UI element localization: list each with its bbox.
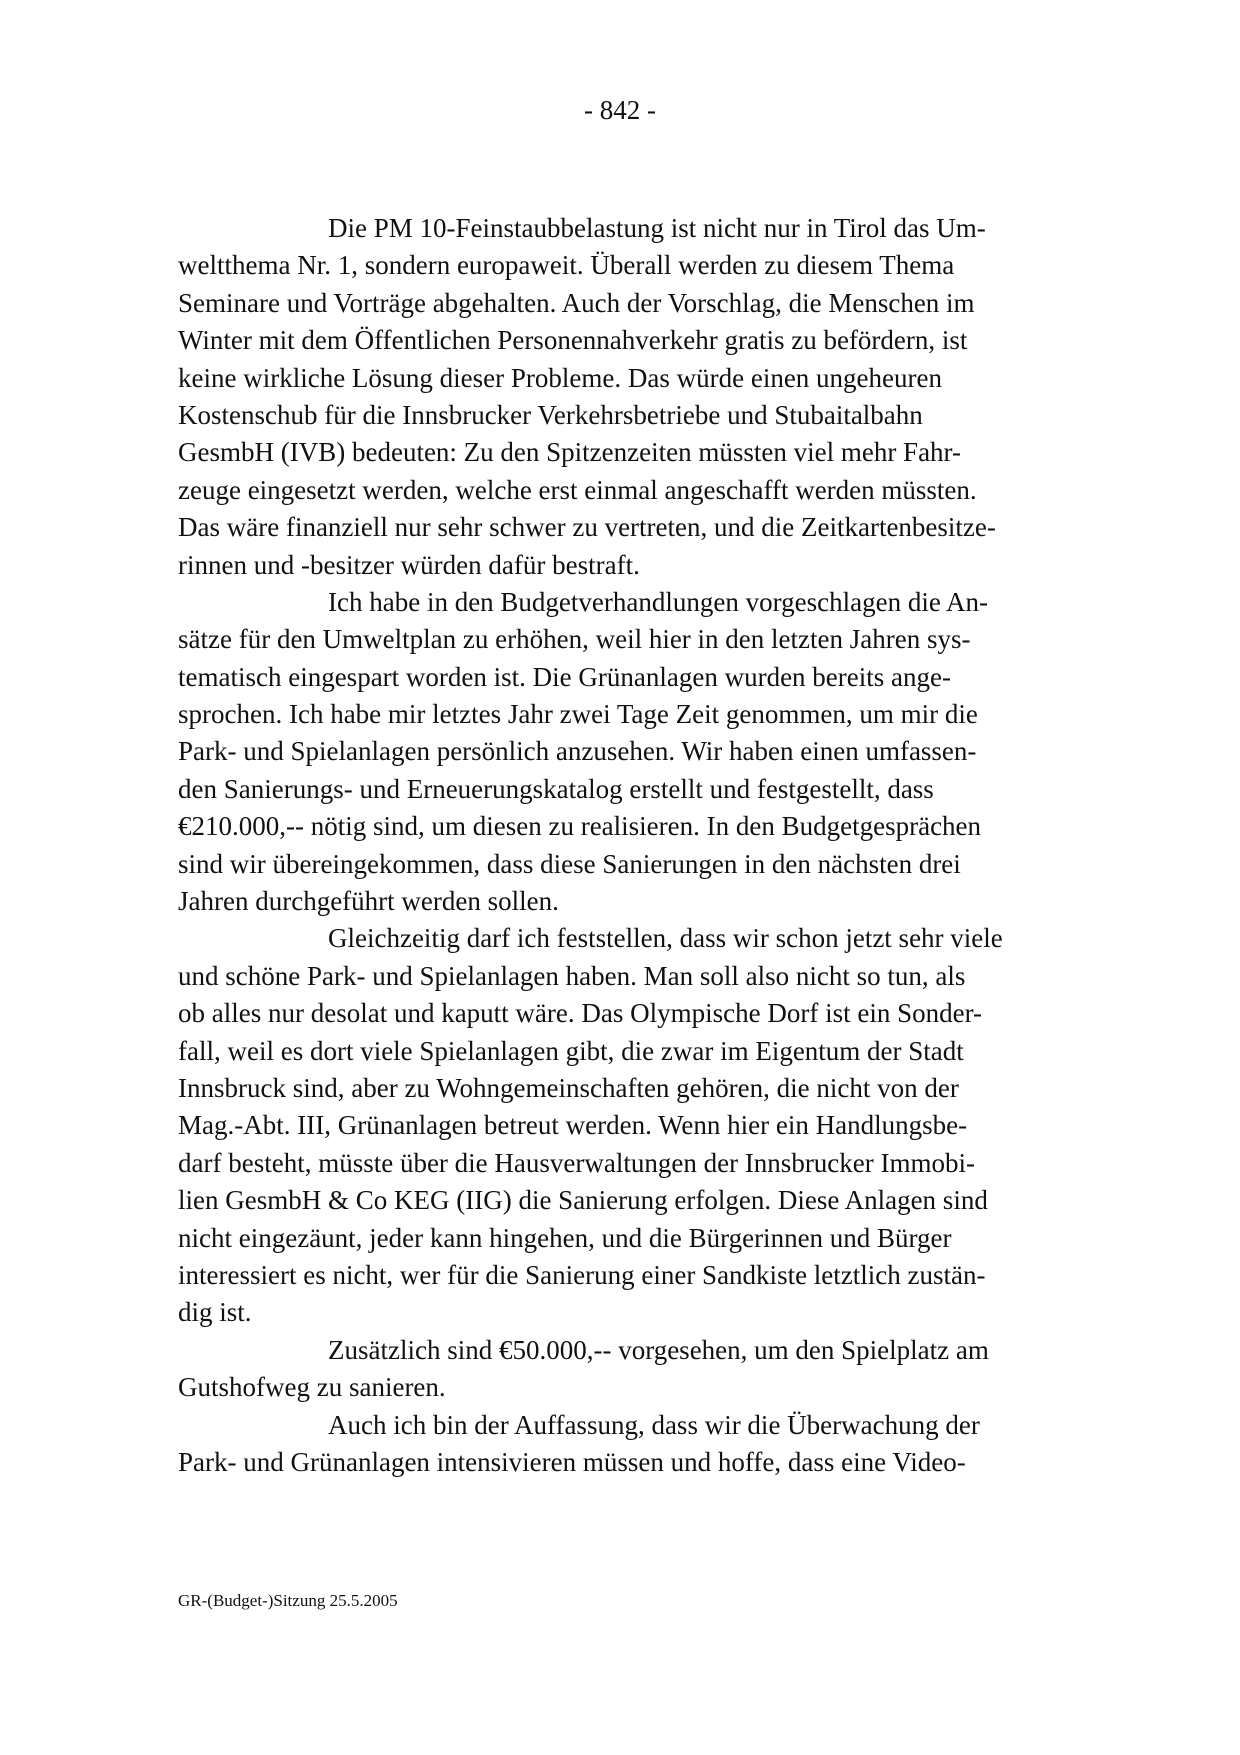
text-line: zeuge eingesetzt werden, welche erst einmal angeschafft werden müssten.: [178, 474, 977, 505]
text-line: Das wäre finanziell nur sehr schwer zu vertreten, und die Zeitkartenbesitze-: [178, 512, 996, 543]
text-line: Kostenschub für die Innsbrucker Verkehrsbetriebe und Stubaitalbahn: [178, 399, 923, 430]
text-line: sätze für den Umweltplan zu erhöhen, weil hier in den letzten Jahren sys-: [178, 624, 971, 655]
text-line: Seminare und Vorträge abgehalten. Auch der Vorschlag, die Menschen im: [178, 287, 975, 318]
text-line: fall, weil es dort viele Spielanlagen gibt, die zwar im Eigentum der Stadt: [178, 1035, 964, 1066]
text-line: ob alles nur desolat und kaputt wäre. Das Olympische Dorf ist ein Sonder-: [178, 998, 983, 1029]
text-line: sind wir übereingekommen, dass diese Sanierungen in den nächsten drei: [178, 848, 961, 879]
text-line: Die PM 10-Feinstaubbelastung ist nicht nur in Tirol das Um-: [328, 213, 986, 243]
text-line: Jahren durchgeführt werden sollen.: [178, 886, 559, 917]
text-line: lien GesmbH & Co KEG (IIG) die Sanierung erfolgen. Diese Anlagen sind: [178, 1185, 988, 1216]
text-line: Mag.-Abt. III, Grünanlagen betreut werden. Wenn hier ein Handlungsbe-: [178, 1110, 968, 1141]
text-line: rinnen und -besitzer würden dafür bestraft.: [178, 549, 640, 580]
text-line: €210.000,-- nötig sind, um diesen zu realisieren. In den Budgetgesprächen: [178, 811, 982, 842]
text-line: interessiert es nicht, wer für die Sanierung einer Sandkiste letztlich zustän-: [178, 1259, 986, 1290]
text-line: keine wirkliche Lösung dieser Probleme. Das würde einen ungeheuren: [178, 362, 943, 393]
text-line: Park- und Spielanlagen persönlich anzusehen. Wir haben einen umfassen-: [178, 736, 977, 767]
text-line: Zusätzlich sind €50.000,-- vorgesehen, um den Spielplatz am: [328, 1334, 989, 1365]
text-line: Winter mit dem Öffentlichen Personennahverkehr gratis zu befördern, ist: [178, 325, 968, 356]
text-line: Innsbruck sind, aber zu Wohngemeinschaften gehören, die nicht von der: [178, 1072, 959, 1103]
text-line: Ich habe in den Budgetverhandlungen vorgeschlagen die An-: [328, 586, 989, 617]
text-line: tematisch eingespart worden ist. Die Grünanlagen wurden bereits ange-: [178, 661, 951, 692]
text-line: sprochen. Ich habe mir letztes Jahr zwei Tage Zeit genommen, um mir die: [178, 699, 978, 730]
text-line: und schöne Park- und Spielanlagen haben. Man soll also nicht so tun, als: [178, 960, 966, 991]
text-line: darf besteht, müsste über die Hausverwaltungen der Innsbrucker Immobi-: [178, 1147, 976, 1178]
page-number: - 842 -: [584, 95, 656, 125]
text-line: dig ist.: [178, 1297, 252, 1328]
text-line: den Sanierungs- und Erneuerungskatalog erstellt und festgestellt, dass: [178, 773, 934, 804]
text-line: Gleichzeitig darf ich feststellen, dass wir schon jetzt sehr viele: [328, 923, 1003, 954]
text-line: nicht eingezäunt, jeder kann hingehen, und die Bürgerinnen und Bürger: [178, 1222, 952, 1253]
body-text: [178, 210, 1078, 1481]
footer-session-label: GR-(Budget-)Sitzung 25.5.2005: [178, 1591, 398, 1610]
text-line: Gutshofweg zu sanieren.: [178, 1372, 446, 1403]
text-line: weltthema Nr. 1, sondern europaweit. Überall werden zu diesem Thema: [178, 250, 955, 281]
text-line: Park- und Grünanlagen intensivieren müssen und hoffe, dass eine Video-: [178, 1446, 966, 1477]
text-line: Auch ich bin der Auffassung, dass wir die Überwachung der: [328, 1409, 980, 1440]
text-line: GesmbH (IVB) bedeuten: Zu den Spitzenzeiten müssten viel mehr Fahr-: [178, 437, 961, 468]
